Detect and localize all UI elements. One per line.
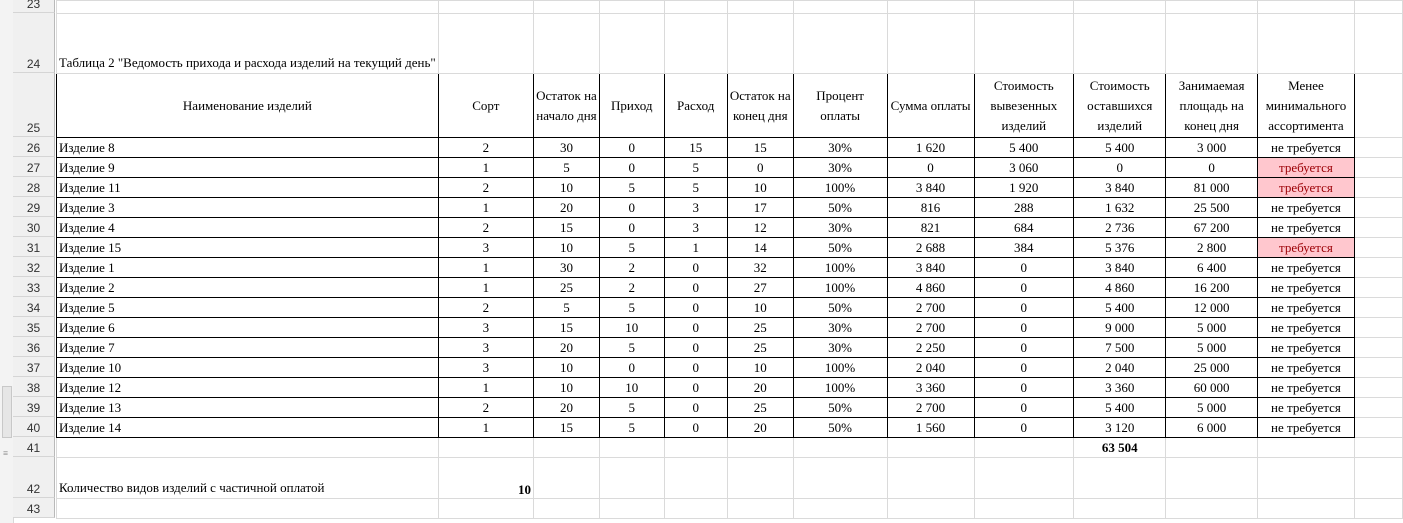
cell-start[interactable]: 10 <box>534 378 600 398</box>
cell-outgo[interactable]: 3 <box>664 198 727 218</box>
row-number[interactable]: 36 <box>13 337 55 357</box>
cell-shipped[interactable]: 0 <box>974 318 1073 338</box>
empty-cell[interactable] <box>1355 258 1403 278</box>
cell-percent[interactable]: 100% <box>793 278 887 298</box>
row-number[interactable]: 24 <box>13 13 55 73</box>
empty-cell[interactable] <box>1355 318 1403 338</box>
cell-shipped[interactable]: 0 <box>974 278 1073 298</box>
cell-percent[interactable]: 100% <box>793 358 887 378</box>
cell-end[interactable]: 20 <box>727 378 793 398</box>
cell-name[interactable]: Изделие 12 <box>57 378 439 398</box>
row-24 <box>57 14 1403 74</box>
cell-income[interactable]: 0 <box>599 158 664 178</box>
cell-remaining[interactable]: 5 400 <box>1074 138 1166 158</box>
cell-area[interactable]: 0 <box>1166 158 1257 178</box>
empty-cell[interactable] <box>1355 158 1403 178</box>
cell-end[interactable]: 20 <box>727 418 793 438</box>
table-row <box>57 238 1403 258</box>
cell-start[interactable]: 30 <box>534 258 600 278</box>
row-number[interactable]: 32 <box>13 257 55 277</box>
cell-percent[interactable]: 50% <box>793 298 887 318</box>
empty-cell[interactable] <box>1355 358 1403 378</box>
cell-sort[interactable]: 3 <box>438 238 533 258</box>
cell-sort[interactable]: 1 <box>438 378 533 398</box>
partial-payment-label[interactable]: Количество видов изделий с частичной оплатой <box>57 458 439 499</box>
cell-sort[interactable]: 2 <box>438 298 533 318</box>
table-row <box>57 318 1403 338</box>
cell-end[interactable]: 17 <box>727 198 793 218</box>
row-number[interactable]: 28 <box>13 177 55 197</box>
row-number[interactable]: 43 <box>13 498 55 518</box>
empty-cell[interactable] <box>793 458 887 499</box>
cell-area[interactable]: 3 000 <box>1166 138 1257 158</box>
empty-cell[interactable] <box>599 499 664 519</box>
cell-start[interactable]: 10 <box>534 178 600 198</box>
cell-sum[interactable]: 2 250 <box>887 338 974 358</box>
cell-sum[interactable]: 2 700 <box>887 398 974 418</box>
row-number[interactable]: 33 <box>13 277 55 297</box>
empty-cell[interactable] <box>974 438 1073 458</box>
cell-sum[interactable]: 2 700 <box>887 298 974 318</box>
empty-cell[interactable] <box>534 499 600 519</box>
cell-area[interactable]: 25 000 <box>1166 358 1257 378</box>
row-number[interactable]: 40 <box>13 417 55 437</box>
row-number[interactable]: 39 <box>13 397 55 417</box>
cell-remaining[interactable]: 9 000 <box>1074 318 1166 338</box>
empty-cell[interactable] <box>1355 298 1403 318</box>
header-end-stock[interactable]: Остаток на конец дня <box>727 74 793 138</box>
cell-income[interactable]: 5 <box>599 338 664 358</box>
row-number[interactable]: 41 <box>13 437 55 457</box>
cell-sort[interactable]: 3 <box>438 338 533 358</box>
cell-sum[interactable]: 3 840 <box>887 258 974 278</box>
cell-sort[interactable]: 2 <box>438 138 533 158</box>
cell-income[interactable]: 10 <box>599 318 664 338</box>
cell-income[interactable]: 5 <box>599 178 664 198</box>
row-number[interactable]: 38 <box>13 377 55 397</box>
empty-cell[interactable] <box>1355 398 1403 418</box>
cell-percent[interactable]: 30% <box>793 338 887 358</box>
cell-start[interactable]: 5 <box>534 298 600 318</box>
cell-area[interactable]: 6 000 <box>1166 418 1257 438</box>
empty-cell[interactable] <box>664 438 727 458</box>
cell-outgo[interactable]: 5 <box>664 158 727 178</box>
table-row <box>57 218 1403 238</box>
cell-sum[interactable]: 2 688 <box>887 238 974 258</box>
cell-min-flag[interactable]: требуется <box>1257 238 1354 258</box>
cell-income[interactable]: 5 <box>599 298 664 318</box>
cell-name[interactable]: Изделие 9 <box>57 158 439 178</box>
cell-shipped[interactable]: 384 <box>974 238 1073 258</box>
cell-percent[interactable]: 30% <box>793 138 887 158</box>
cell-end[interactable]: 0 <box>727 158 793 178</box>
outline-rail <box>0 0 14 523</box>
table-row <box>57 378 1403 398</box>
cell-end[interactable]: 27 <box>727 278 793 298</box>
cell-shipped[interactable]: 0 <box>974 358 1073 378</box>
cell-remaining[interactable]: 2 736 <box>1074 218 1166 238</box>
cell-remaining[interactable]: 2 040 <box>1074 358 1166 378</box>
cell-outgo[interactable]: 0 <box>664 358 727 378</box>
header-name[interactable]: Наименование изделий <box>57 74 439 138</box>
empty-cell[interactable] <box>887 499 974 519</box>
cell-percent[interactable]: 30% <box>793 218 887 238</box>
cell-end[interactable]: 12 <box>727 218 793 238</box>
empty-cell[interactable] <box>1166 499 1257 519</box>
table-title-cell[interactable]: Таблица 2 "Ведомость прихода и расхода изделий на текущий день" <box>57 14 439 74</box>
row-number[interactable]: 35 <box>13 317 55 337</box>
empty-cell[interactable] <box>974 499 1073 519</box>
cell-end[interactable]: 10 <box>727 298 793 318</box>
cell-sort[interactable]: 1 <box>438 278 533 298</box>
cell-start[interactable]: 15 <box>534 218 600 238</box>
cell-percent[interactable]: 30% <box>793 158 887 178</box>
empty-cell[interactable] <box>793 438 887 458</box>
cell-end[interactable]: 14 <box>727 238 793 258</box>
table-row <box>57 358 1403 378</box>
table-row <box>57 258 1403 278</box>
cell-income[interactable]: 0 <box>599 198 664 218</box>
table-row <box>57 158 1403 178</box>
cell-area[interactable]: 81 000 <box>1166 178 1257 198</box>
cell-start[interactable]: 20 <box>534 198 600 218</box>
cell-income[interactable]: 0 <box>599 218 664 238</box>
cell-outgo[interactable]: 0 <box>664 378 727 398</box>
cell-sum[interactable]: 2 040 <box>887 358 974 378</box>
cell-end[interactable]: 32 <box>727 258 793 278</box>
empty-cell[interactable] <box>793 499 887 519</box>
empty-cell[interactable] <box>1355 458 1403 499</box>
empty-cell[interactable] <box>1166 458 1257 499</box>
cell-shipped[interactable]: 0 <box>974 378 1073 398</box>
cell-remaining[interactable]: 3 120 <box>1074 418 1166 438</box>
row-number[interactable]: 25 <box>13 73 55 137</box>
cell-area[interactable]: 67 200 <box>1166 218 1257 238</box>
cell-percent[interactable]: 50% <box>793 238 887 258</box>
empty-cell[interactable] <box>534 458 600 499</box>
cell-percent[interactable]: 50% <box>793 418 887 438</box>
empty-cell[interactable] <box>1355 238 1403 258</box>
row-number[interactable]: 34 <box>13 297 55 317</box>
header-start-stock[interactable]: Остаток на начало дня <box>534 74 600 138</box>
empty-cell[interactable] <box>1166 438 1257 458</box>
cell-income[interactable]: 2 <box>599 258 664 278</box>
empty-cell[interactable] <box>727 499 793 519</box>
table-row <box>57 138 1403 158</box>
cell-sum[interactable]: 2 700 <box>887 318 974 338</box>
cell-sort[interactable]: 1 <box>438 158 533 178</box>
cell-percent[interactable]: 100% <box>793 378 887 398</box>
cell-percent[interactable]: 50% <box>793 398 887 418</box>
outline-level-bar[interactable] <box>2 386 12 438</box>
cell-outgo[interactable]: 0 <box>664 338 727 358</box>
row-number[interactable]: 23 <box>13 0 55 13</box>
cell-start[interactable]: 20 <box>534 338 600 358</box>
cell-min-flag[interactable]: требуется <box>1257 178 1354 198</box>
row-43 <box>57 499 1403 519</box>
cell-end[interactable]: 10 <box>727 358 793 378</box>
cell-area[interactable]: 5 000 <box>1166 318 1257 338</box>
cell-min-flag[interactable]: не требуется <box>1257 198 1354 218</box>
table-row <box>57 338 1403 358</box>
empty-cell[interactable] <box>727 458 793 499</box>
cell-start[interactable]: 25 <box>534 278 600 298</box>
cell-area[interactable]: 2 800 <box>1166 238 1257 258</box>
empty-cell[interactable] <box>1355 218 1403 238</box>
cell-remaining[interactable]: 3 840 <box>1074 178 1166 198</box>
empty-cell[interactable] <box>438 438 533 458</box>
cell-remaining[interactable]: 5 400 <box>1074 298 1166 318</box>
empty-cell[interactable] <box>974 458 1073 499</box>
cell-start[interactable]: 30 <box>534 138 600 158</box>
cell-end[interactable]: 25 <box>727 338 793 358</box>
header-area[interactable]: Занимаемая площадь на конец дня <box>1166 74 1257 138</box>
empty-cell[interactable] <box>599 438 664 458</box>
cell-outgo[interactable]: 0 <box>664 318 727 338</box>
header-payment-sum[interactable]: Сумма оплаты <box>887 74 974 138</box>
cell-sort[interactable]: 2 <box>438 218 533 238</box>
header-income[interactable]: Приход <box>599 74 664 138</box>
empty-cell[interactable] <box>57 438 439 458</box>
cell-sort[interactable]: 2 <box>438 398 533 418</box>
cell-shipped[interactable]: 1 920 <box>974 178 1073 198</box>
empty-cell[interactable] <box>1355 138 1403 158</box>
empty-cell[interactable] <box>1074 458 1166 499</box>
cell-name[interactable]: Изделие 6 <box>57 318 439 338</box>
empty-cell[interactable] <box>1257 458 1354 499</box>
table-row <box>57 198 1403 218</box>
empty-cell[interactable] <box>664 499 727 519</box>
empty-cell[interactable] <box>1355 338 1403 358</box>
cell-outgo[interactable]: 0 <box>664 418 727 438</box>
cell-percent[interactable]: 50% <box>793 198 887 218</box>
outline-collapse-icon[interactable]: ≡ <box>3 448 9 458</box>
cell-income[interactable]: 2 <box>599 278 664 298</box>
cell-income[interactable]: 0 <box>599 358 664 378</box>
cell-sort[interactable]: 2 <box>438 178 533 198</box>
cell-remaining[interactable]: 0 <box>1074 158 1166 178</box>
cell-min-flag[interactable]: не требуется <box>1257 358 1354 378</box>
empty-cell[interactable] <box>1355 278 1403 298</box>
cell-sort[interactable]: 3 <box>438 358 533 378</box>
cell-area[interactable]: 16 200 <box>1166 278 1257 298</box>
empty-cell[interactable] <box>887 438 974 458</box>
cell-end[interactable]: 25 <box>727 398 793 418</box>
empty-cell[interactable] <box>599 458 664 499</box>
cell-sort[interactable]: 1 <box>438 198 533 218</box>
cell-sort[interactable]: 3 <box>438 318 533 338</box>
row-number[interactable]: 27 <box>13 157 55 177</box>
cell-area[interactable]: 5 000 <box>1166 398 1257 418</box>
total-remaining-value[interactable]: 63 504 <box>1074 438 1166 458</box>
cell-start[interactable]: 10 <box>534 238 600 258</box>
cell-sum[interactable]: 1 560 <box>887 418 974 438</box>
cell-min-flag[interactable]: не требуется <box>1257 378 1354 398</box>
cell-percent[interactable]: 100% <box>793 178 887 198</box>
cell-min-flag[interactable]: не требуется <box>1257 258 1354 278</box>
cell-sort[interactable]: 1 <box>438 418 533 438</box>
cell-sum[interactable]: 821 <box>887 218 974 238</box>
cell-area[interactable]: 60 000 <box>1166 378 1257 398</box>
cell-income[interactable]: 5 <box>599 398 664 418</box>
cell-name[interactable]: Изделие 2 <box>57 278 439 298</box>
empty-cell[interactable] <box>534 438 600 458</box>
empty-cell[interactable] <box>1355 198 1403 218</box>
cell-end[interactable]: 15 <box>727 138 793 158</box>
cell-remaining[interactable]: 5 376 <box>1074 238 1166 258</box>
header-outgo[interactable]: Расход <box>664 74 727 138</box>
row-number[interactable]: 37 <box>13 357 55 377</box>
partial-payment-count[interactable]: 10 <box>438 458 533 499</box>
cell-min-flag[interactable]: не требуется <box>1257 398 1354 418</box>
cell-outgo[interactable]: 0 <box>664 258 727 278</box>
empty-cell[interactable] <box>1074 499 1166 519</box>
cell-area[interactable]: 12 000 <box>1166 298 1257 318</box>
cell-start[interactable]: 20 <box>534 398 600 418</box>
cell-name[interactable]: Изделие 15 <box>57 238 439 258</box>
cell-sum[interactable]: 3 840 <box>887 178 974 198</box>
cell-sum[interactable]: 4 860 <box>887 278 974 298</box>
cell-area[interactable]: 25 500 <box>1166 198 1257 218</box>
cell-percent[interactable]: 100% <box>793 258 887 278</box>
cell-name[interactable]: Изделие 7 <box>57 338 439 358</box>
cell-min-flag[interactable]: не требуется <box>1257 138 1354 158</box>
cell-remaining[interactable]: 3 360 <box>1074 378 1166 398</box>
cell-income[interactable]: 5 <box>599 418 664 438</box>
header-remaining-value[interactable]: Стоимость оставшихся изделий <box>1074 74 1166 138</box>
empty-cell[interactable] <box>1355 178 1403 198</box>
cell-shipped[interactable]: 0 <box>974 258 1073 278</box>
table-row <box>57 418 1403 438</box>
cell-remaining[interactable]: 4 860 <box>1074 278 1166 298</box>
empty-cell[interactable] <box>727 438 793 458</box>
empty-cell[interactable] <box>1257 438 1354 458</box>
cell-outgo[interactable]: 15 <box>664 138 727 158</box>
cell-end[interactable]: 10 <box>727 178 793 198</box>
empty-cell[interactable] <box>438 499 533 519</box>
row-number[interactable]: 42 <box>13 457 55 498</box>
row-number[interactable]: 30 <box>13 217 55 237</box>
empty-cell[interactable] <box>1355 378 1403 398</box>
empty-cell[interactable] <box>1257 499 1354 519</box>
cell-sort[interactable]: 1 <box>438 258 533 278</box>
cell-outgo[interactable]: 0 <box>664 398 727 418</box>
cell-shipped[interactable]: 0 <box>974 298 1073 318</box>
header-min-assortment[interactable]: Менее минимального ассортимента <box>1257 74 1354 138</box>
header-payment-percent[interactable]: Процент оплаты <box>793 74 887 138</box>
cell-start[interactable]: 10 <box>534 358 600 378</box>
cell-name[interactable]: Изделие 11 <box>57 178 439 198</box>
cell-income[interactable]: 0 <box>599 138 664 158</box>
row-number[interactable]: 29 <box>13 197 55 217</box>
table-row <box>57 298 1403 318</box>
header-sort[interactable]: Сорт <box>438 74 533 138</box>
cell-name[interactable]: Изделие 5 <box>57 298 439 318</box>
cell-min-flag[interactable]: не требуется <box>1257 418 1354 438</box>
cell-start[interactable]: 15 <box>534 418 600 438</box>
cell-start[interactable]: 15 <box>534 318 600 338</box>
cell-min-flag[interactable]: не требуется <box>1257 318 1354 338</box>
cell-name[interactable]: Изделие 14 <box>57 418 439 438</box>
empty-cell[interactable] <box>887 458 974 499</box>
cell-name[interactable]: Изделие 1 <box>57 258 439 278</box>
row-41 <box>57 438 1403 458</box>
cell-sum[interactable]: 3 360 <box>887 378 974 398</box>
row-number[interactable]: 26 <box>13 137 55 157</box>
cell-remaining[interactable]: 1 632 <box>1074 198 1166 218</box>
cell-area[interactable]: 6 400 <box>1166 258 1257 278</box>
row-23 <box>57 1 1403 14</box>
cell-remaining[interactable]: 7 500 <box>1074 338 1166 358</box>
cell-income[interactable]: 10 <box>599 378 664 398</box>
cell-shipped[interactable]: 5 400 <box>974 138 1073 158</box>
cell-outgo[interactable]: 1 <box>664 238 727 258</box>
cell-name[interactable]: Изделие 3 <box>57 198 439 218</box>
header-shipped-value[interactable]: Стоимость вывезенных изделий <box>974 74 1073 138</box>
empty-cell[interactable] <box>1355 438 1403 458</box>
cell-percent[interactable]: 30% <box>793 318 887 338</box>
row-number[interactable]: 31 <box>13 237 55 257</box>
cell-shipped[interactable]: 684 <box>974 218 1073 238</box>
cell-sum[interactable]: 1 620 <box>887 138 974 158</box>
cell-shipped[interactable]: 0 <box>974 398 1073 418</box>
cell-end[interactable]: 25 <box>727 318 793 338</box>
cell-outgo[interactable]: 5 <box>664 178 727 198</box>
cell-min-flag[interactable]: не требуется <box>1257 218 1354 238</box>
cell-shipped[interactable]: 288 <box>974 198 1073 218</box>
cell-outgo[interactable]: 0 <box>664 298 727 318</box>
row-42 <box>57 458 1403 499</box>
cell-remaining[interactable]: 5 400 <box>1074 398 1166 418</box>
cell-min-flag[interactable]: требуется <box>1257 158 1354 178</box>
table-row <box>57 398 1403 418</box>
cell-name[interactable]: Изделие 13 <box>57 398 439 418</box>
cell-sum[interactable]: 0 <box>887 158 974 178</box>
cell-sum[interactable]: 816 <box>887 198 974 218</box>
spreadsheet-grid <box>56 0 1403 519</box>
header-row <box>57 74 1403 138</box>
table-row <box>57 178 1403 198</box>
cell-min-flag[interactable]: не требуется <box>1257 298 1354 318</box>
table-row <box>57 278 1403 298</box>
cell-shipped[interactable]: 3 060 <box>974 158 1073 178</box>
cell-name[interactable]: Изделие 4 <box>57 218 439 238</box>
cell-shipped[interactable]: 0 <box>974 418 1073 438</box>
empty-cell[interactable] <box>1355 418 1403 438</box>
cell-min-flag[interactable]: не требуется <box>1257 338 1354 358</box>
cell-shipped[interactable]: 0 <box>974 338 1073 358</box>
cell-remaining[interactable]: 3 840 <box>1074 258 1166 278</box>
cell-name[interactable]: Изделие 10 <box>57 358 439 378</box>
cell-area[interactable]: 5 000 <box>1166 338 1257 358</box>
cell-start[interactable]: 5 <box>534 158 600 178</box>
empty-cell[interactable] <box>664 458 727 499</box>
cell-outgo[interactable]: 0 <box>664 278 727 298</box>
cell-income[interactable]: 5 <box>599 238 664 258</box>
cell-min-flag[interactable]: не требуется <box>1257 278 1354 298</box>
empty-cell[interactable] <box>57 499 439 519</box>
cell-name[interactable]: Изделие 8 <box>57 138 439 158</box>
empty-cell[interactable] <box>1355 499 1403 519</box>
cell-outgo[interactable]: 3 <box>664 218 727 238</box>
